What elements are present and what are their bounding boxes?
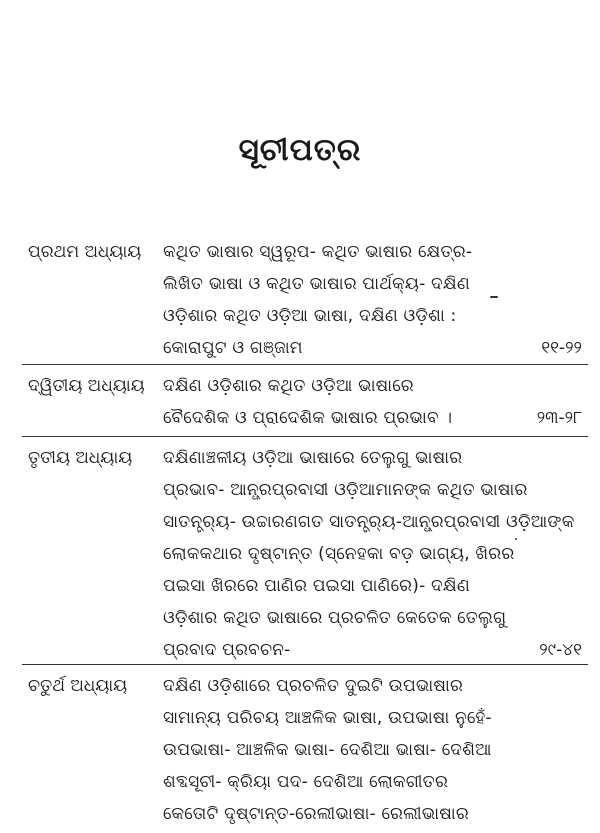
description-line: ଲିଖିତ ଭାଷା ଓ କଥିତ ଭାଷାର ପାର୍ଥକ୍ୟ- ଦକ୍ଷିଣ xyxy=(163,274,470,294)
chapter-label: ପ୍ରଥମ ଅଧ୍ୟାୟ xyxy=(28,242,142,262)
description-line: କେତୋଟି ଦୃଷ୍ଟାନ୍ତ-ରେଲୀଭାଷା- ରେଲୀଭାଷାର xyxy=(163,804,469,824)
description-line: ପ୍ରଭାବ- ଆନ୍ଧ୍ରପ୍ରବାସୀ ଓଡ଼ିଆମାନଙ୍କ କଥିତ ଭାଷାର xyxy=(163,480,528,500)
divider xyxy=(22,436,588,437)
description-line: କୋରାପୁଟ ଓ ଗଞ୍ଜାମ xyxy=(163,338,303,358)
description-line: ଉପଭାଷା- ଆଞ୍ଚଳିକ ଭାଷା- ଦେଶିଆ ଭାଷା- ଦେଶିଆ xyxy=(163,740,492,760)
chapter-description xyxy=(163,670,543,830)
chapter-description xyxy=(163,236,543,364)
description-line: ପ୍ରବାଦ ପ୍ରବଚନ- xyxy=(163,640,291,660)
description-line: ଦକ୍ଷିଣ ଓଡ଼ିଶାର କଥିତ ଓଡ଼ିଆ ଭାଷାରେ xyxy=(163,376,414,396)
description-line: ସାମାନ୍ୟ ପରିଚୟ ଆଞ୍ଚଳିକ ଭାଷା, ଉପଭାଷା ନୁହେଁ- xyxy=(163,708,492,728)
description-line: ଶବ୍ଦସୂଚୀ- କ୍ରିୟା ପଦ- ଦେଶିଆ ଲୋକଗୀତର xyxy=(163,772,449,792)
chapter-label: ତୃତୀୟ ଅଧ୍ୟାୟ xyxy=(28,448,133,468)
page-title: ସୂଚୀପତ୍ର xyxy=(238,132,362,168)
description-line: ବୈଦେଶିକ ଓ ପ୍ରାଦେଶିକ ଭାଷାର ପ୍ରଭାବ । xyxy=(163,408,453,428)
page-range: ୧୧-୨୨ xyxy=(541,338,582,358)
description-line: ଓଡ଼ିଶାର କଥିତ ଓଡ଼ିଆ ଭାଷା, ଦକ୍ଷିଣ ଓଡ଼ିଶା : xyxy=(163,306,457,326)
chapter-label: ଦ୍ୱିତୀୟ ଅଧ୍ୟାୟ xyxy=(28,376,145,396)
chapter-description xyxy=(163,370,543,434)
description-line: ଲୋକକଥାର ଦୃଷ୍ଟାନ୍ତ (ସ୍ନେହକା ବଡ଼ ଭାଗ୍ୟ, ଖିରର xyxy=(163,544,515,564)
description-line: ଓଡ଼ିଶାର କଥିତ ଭାଷାରେ ପ୍ରଚଳିତ କେତେକ ତେଲୁଗୁ xyxy=(163,608,507,628)
scan-speck xyxy=(515,538,517,540)
divider xyxy=(22,664,588,665)
divider xyxy=(22,364,588,365)
description-line: ଦକ୍ଷିଣାଞ୍ଚଳୀୟ ଓଡ଼ିଆ ଭାଷାରେ ତେଲୁଗୁ ଭାଷାର xyxy=(163,448,463,468)
scan-speck xyxy=(490,296,498,298)
description-line: ଦକ୍ଷିଣ ଓଡ଼ିଶାରେ ପ୍ରଚଳିତ ଦୁଇଟି ଉପଭାଷାର xyxy=(163,676,464,696)
page-range: ୨୯-୪୧ xyxy=(539,640,582,660)
page-range: ୨୩-୨୮ xyxy=(536,408,582,428)
chapter-label: ଚତୁର୍ଥ ଅଧ୍ୟାୟ xyxy=(28,676,128,696)
description-line: କଥିତ ଭାଷାର ସ୍ୱରୂପ- କଥିତ ଭାଷାର କ୍ଷେତ୍ର- xyxy=(163,242,473,262)
description-line: ପଇସା ଖିରରେ ପାଣିର ପଇସା ପାଣିରେ)- ଦକ୍ଷିଣ xyxy=(163,576,470,596)
description-line: ସାତନ୍ତ୍ର୍ୟ- ଉଚ୍ଚାରଣଗତ ସାତନ୍ତ୍ର୍ୟ-ଆନ୍ଧ୍ରପ୍ରବାସୀ ଓଡ଼ିଆଙ୍କ xyxy=(163,512,575,532)
